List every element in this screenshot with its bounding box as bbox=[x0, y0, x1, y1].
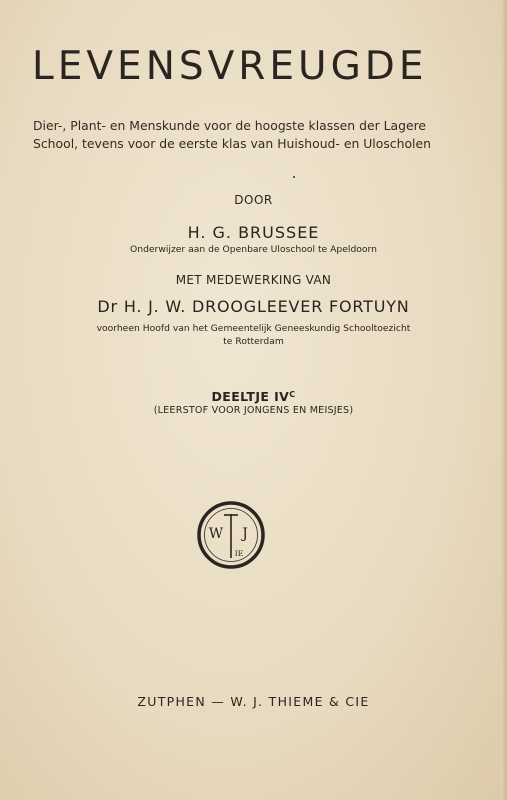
logo-letter-w: W bbox=[208, 526, 224, 542]
publisher-monogram-seal-icon bbox=[196, 500, 266, 570]
publisher-imprint: ZUTPHEN — W. J. THIEME & CIE bbox=[137, 694, 370, 709]
logo-letters-ie: IE bbox=[234, 549, 244, 558]
author-role: Onderwijzer aan de Openbare Uloschool te Apeldoorn bbox=[130, 244, 377, 255]
author-name: H. G. BRUSSEE bbox=[187, 223, 320, 242]
book-subtitle bbox=[33, 117, 473, 153]
coauthor-full-name: H. J. W. DROOGLEEVER FORTUYN bbox=[123, 297, 410, 316]
collaboration-label: MET MEDEWERKING VAN bbox=[175, 273, 332, 287]
volume-note: (LEERSTOF VOOR JONGENS EN MEISJES) bbox=[153, 405, 354, 416]
by-label: DOOR bbox=[234, 193, 273, 207]
coauthor-role-line-1: voorheen Hoofd van het Gemeentelijk Geneeskundig Schooltoezicht bbox=[96, 323, 411, 334]
subtitle-line-2: School, tevens voor de eerste klas van Huishoud- en Uloscholen bbox=[33, 136, 431, 151]
volume-superscript: C bbox=[289, 390, 296, 399]
coauthor-role-line-2: te Rotterdam bbox=[223, 336, 284, 347]
subtitle-line-1: Dier-, Plant- en Menskunde voor de hoogste klassen der Lagere bbox=[33, 118, 427, 133]
ink-speck bbox=[293, 176, 295, 178]
volume-label bbox=[0, 389, 507, 404]
logo-letter-j: J bbox=[242, 526, 248, 542]
book-title: LEVENSVREUGDE bbox=[32, 44, 428, 89]
coauthor-role bbox=[0, 322, 507, 348]
coauthor-prefix: Dr bbox=[97, 297, 118, 316]
volume-text: DEELTJE IV bbox=[211, 389, 290, 404]
coauthor-name bbox=[0, 297, 507, 316]
